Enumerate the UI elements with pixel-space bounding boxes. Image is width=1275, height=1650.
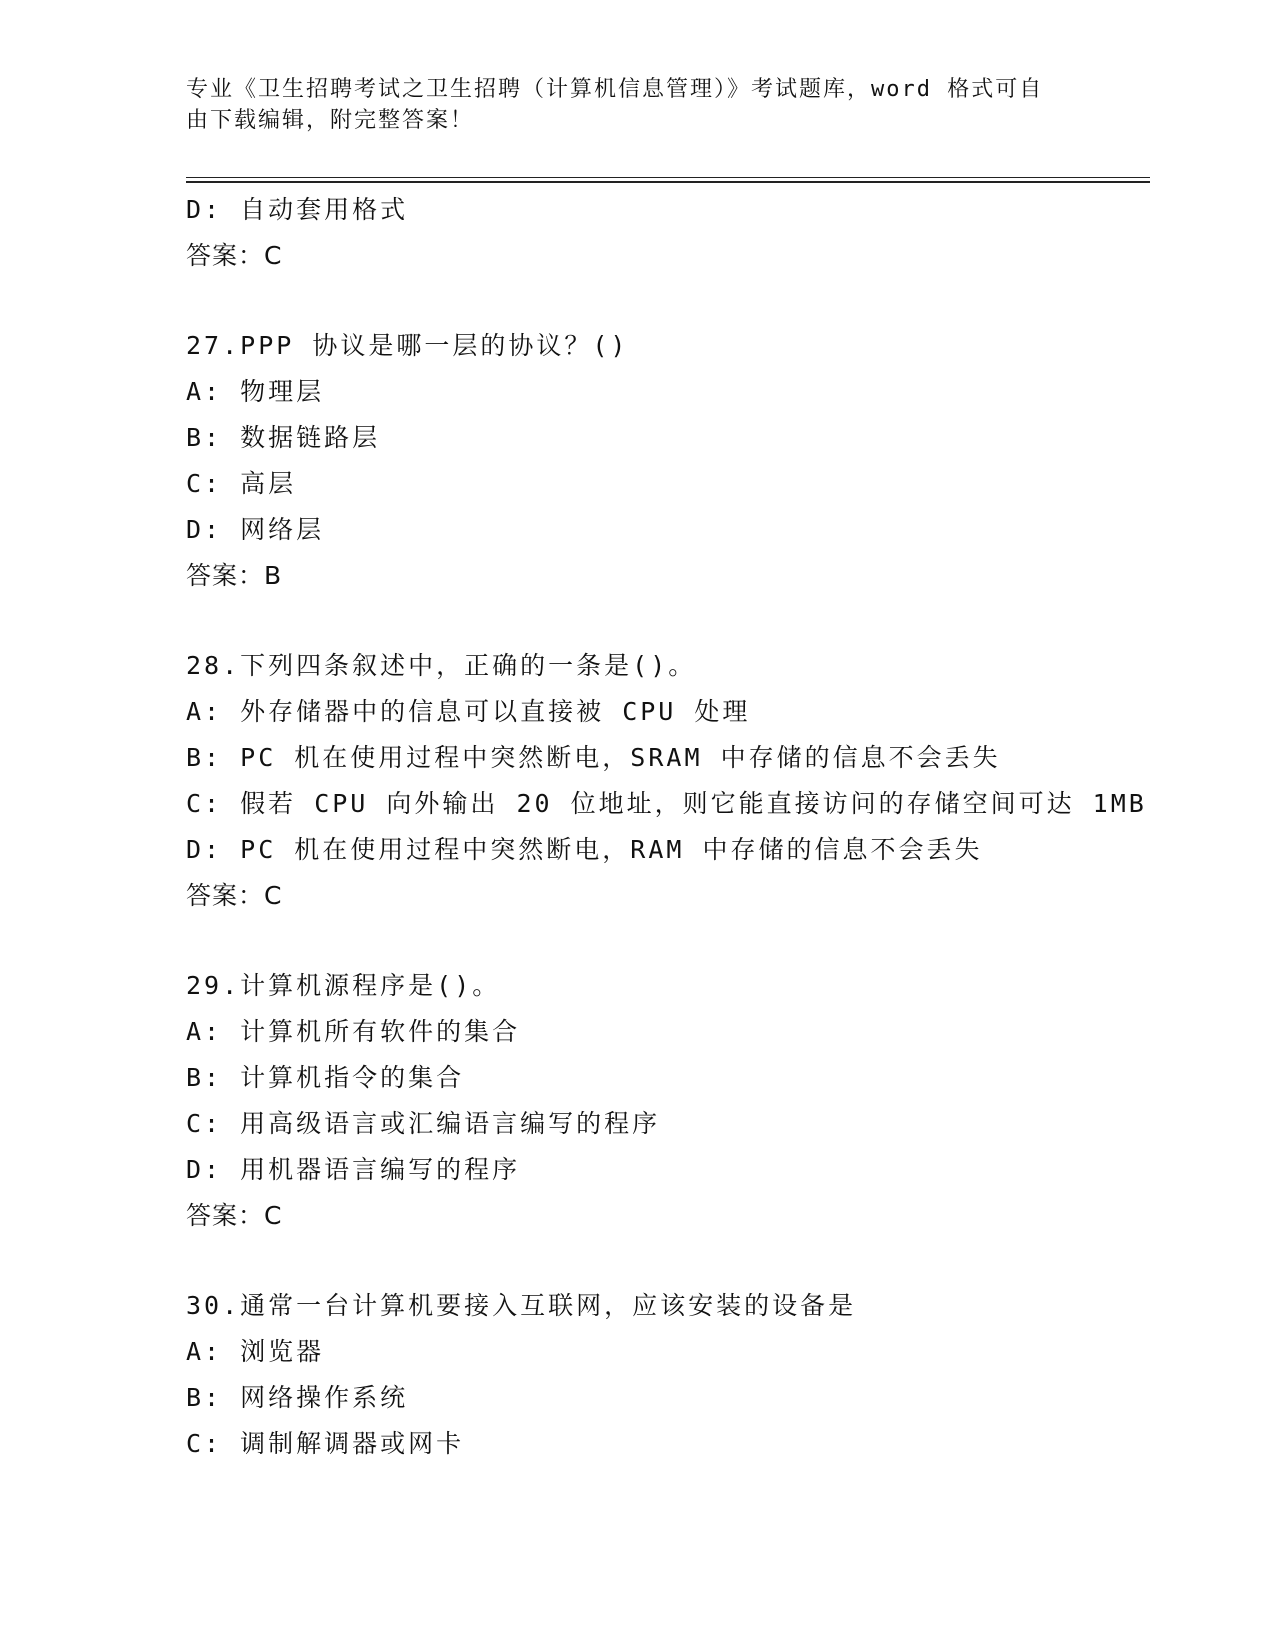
- answer-line: 答案：C: [186, 241, 283, 270]
- option-b: B: 数据链路层: [186, 423, 381, 452]
- header-line-1: 专业《卫生招聘考试之卫生招聘（计算机信息管理）》考试题库，word 格式可自: [186, 77, 1044, 102]
- spacer: [186, 919, 1146, 963]
- option-a: A: 物理层: [186, 377, 325, 406]
- question-26-tail: [186, 187, 1146, 279]
- question-27: [186, 323, 1146, 599]
- question-stem: 27.PPP 协议是哪一层的协议？(): [186, 331, 629, 360]
- answer-line: 答案：B: [186, 561, 283, 590]
- question-stem: 28.下列四条叙述中，正确的一条是()。: [186, 651, 697, 680]
- option-d: D: 网络层: [186, 515, 325, 544]
- option-a: A: 浏览器: [186, 1337, 325, 1366]
- question-30: [186, 1283, 1146, 1467]
- option-a: A: 计算机所有软件的集合: [186, 1017, 521, 1046]
- spacer: [186, 279, 1146, 323]
- spacer: [186, 599, 1146, 643]
- question-29: [186, 963, 1146, 1239]
- question-28: [186, 643, 1146, 919]
- option-b: B: PC 机在使用过程中突然断电，SRAM 中存储的信息不会丢失: [186, 743, 1001, 772]
- option-c: C: 用高级语言或汇编语言编写的程序: [186, 1109, 661, 1138]
- header-line-2: 由下载编辑，附完整答案！: [186, 108, 475, 133]
- question-list: [186, 187, 1146, 1467]
- option-d: D: 自动套用格式: [186, 195, 409, 224]
- header-divider-thick: [186, 181, 1150, 183]
- question-stem: 30.通常一台计算机要接入互联网，应该安装的设备是: [186, 1291, 857, 1320]
- spacer: [186, 1239, 1146, 1283]
- option-b: B: 网络操作系统: [186, 1383, 409, 1412]
- option-d: D: PC 机在使用过程中突然断电，RAM 中存储的信息不会丢失: [186, 835, 983, 864]
- document-header: [186, 74, 1066, 136]
- option-c: C: 假若 CPU 向外输出 20 位地址，则它能直接访问的存储空间可达 1MB: [186, 789, 1147, 818]
- option-a: A: 外存储器中的信息可以直接被 CPU 处理: [186, 697, 751, 726]
- answer-line: 答案：C: [186, 1201, 283, 1230]
- option-d: D: 用机器语言编写的程序: [186, 1155, 521, 1184]
- option-c: C: 高层: [186, 469, 297, 498]
- option-b: B: 计算机指令的集合: [186, 1063, 465, 1092]
- answer-line: 答案：C: [186, 881, 283, 910]
- header-divider-thin: [186, 177, 1150, 178]
- option-c: C: 调制解调器或网卡: [186, 1429, 465, 1458]
- question-stem: 29.计算机源程序是()。: [186, 971, 501, 1000]
